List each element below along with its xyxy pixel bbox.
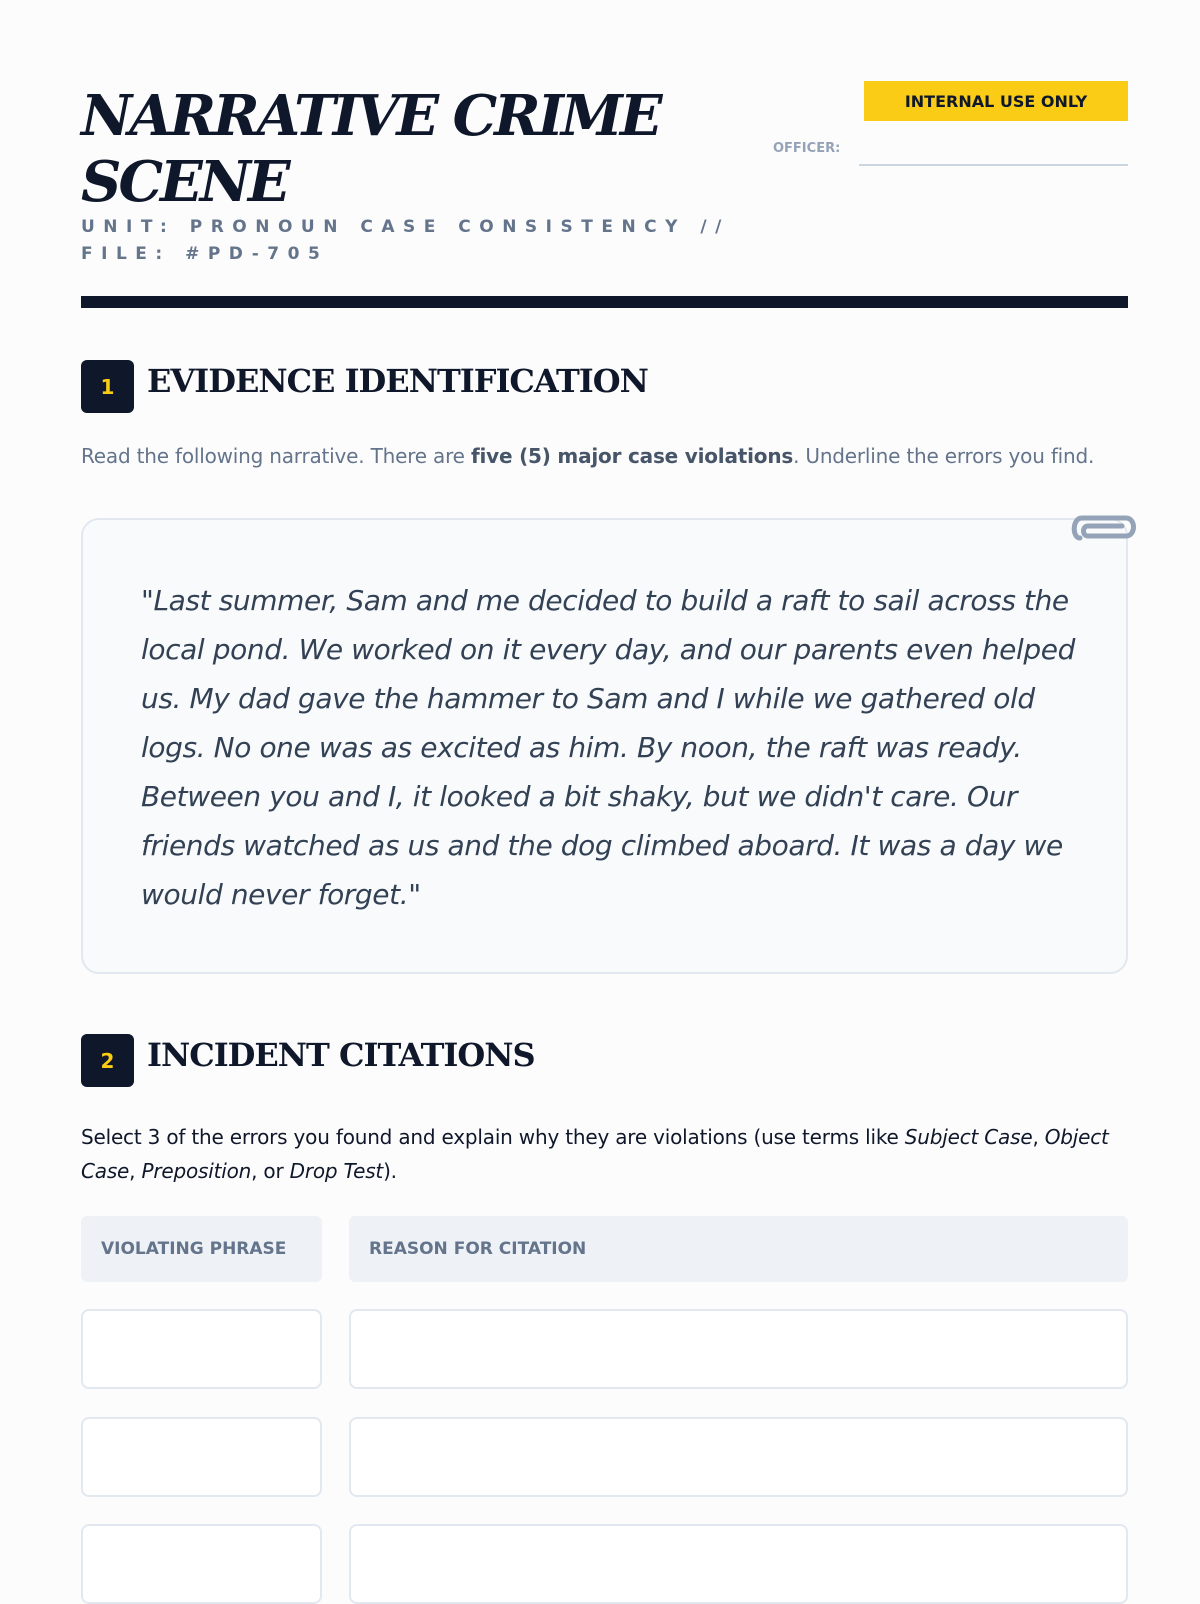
- section-number-badge: 2: [81, 1034, 134, 1087]
- reason-field[interactable]: [349, 1309, 1128, 1389]
- section-title-evidence: EVIDENCE IDENTIFICATION: [147, 362, 648, 400]
- violating-phrase-field[interactable]: [81, 1524, 322, 1604]
- violating-phrase-field[interactable]: [81, 1309, 322, 1389]
- internal-use-badge: INTERNAL USE ONLY: [864, 81, 1128, 121]
- citation-instructions: Select 3 of the errors you found and explain why they are violations (use terms like Subject Case, Object Case, Preposition, or Drop Test).: [81, 1125, 1109, 1183]
- unit-file-line: UNIT: PRONOUN CASE CONSISTENCY // FILE: #PD-705: [81, 217, 730, 264]
- evidence-instructions: Read the following narrative. There are five (5) major case violations. Underline the errors you find.: [81, 444, 1095, 468]
- reason-field[interactable]: [349, 1524, 1128, 1604]
- officer-label: OFFICER:: [773, 141, 841, 156]
- officer-field[interactable]: [859, 138, 1128, 166]
- narrative-card: [81, 518, 1128, 974]
- section-number-badge: 1: [81, 360, 134, 413]
- page-title: NARRATIVE CRIME SCENE: [81, 83, 660, 215]
- column-header-violating-phrase: VIOLATING PHRASE: [81, 1216, 322, 1282]
- violating-phrase-field[interactable]: [81, 1417, 322, 1497]
- header-divider: [81, 296, 1128, 308]
- section-title-citations: INCIDENT CITATIONS: [147, 1036, 535, 1074]
- column-header-reason: REASON FOR CITATION: [349, 1216, 1128, 1282]
- narrative-text[interactable]: "Last summer, Sam and me decided to build a raft to sail across the local pond. We worked on it every day, and our parents even helped us. My dad gave the hammer to Sam and I while we gathered old logs. No one was as excited as him. By noon, the raft was ready. Between you and I, it looked a bit shaky, but we didn't care. Our friends watched as us and the dog climbed aboard. It was a day we would never forget.": [141, 584, 1075, 911]
- paperclip-icon: [1070, 506, 1138, 548]
- reason-field[interactable]: [349, 1417, 1128, 1497]
